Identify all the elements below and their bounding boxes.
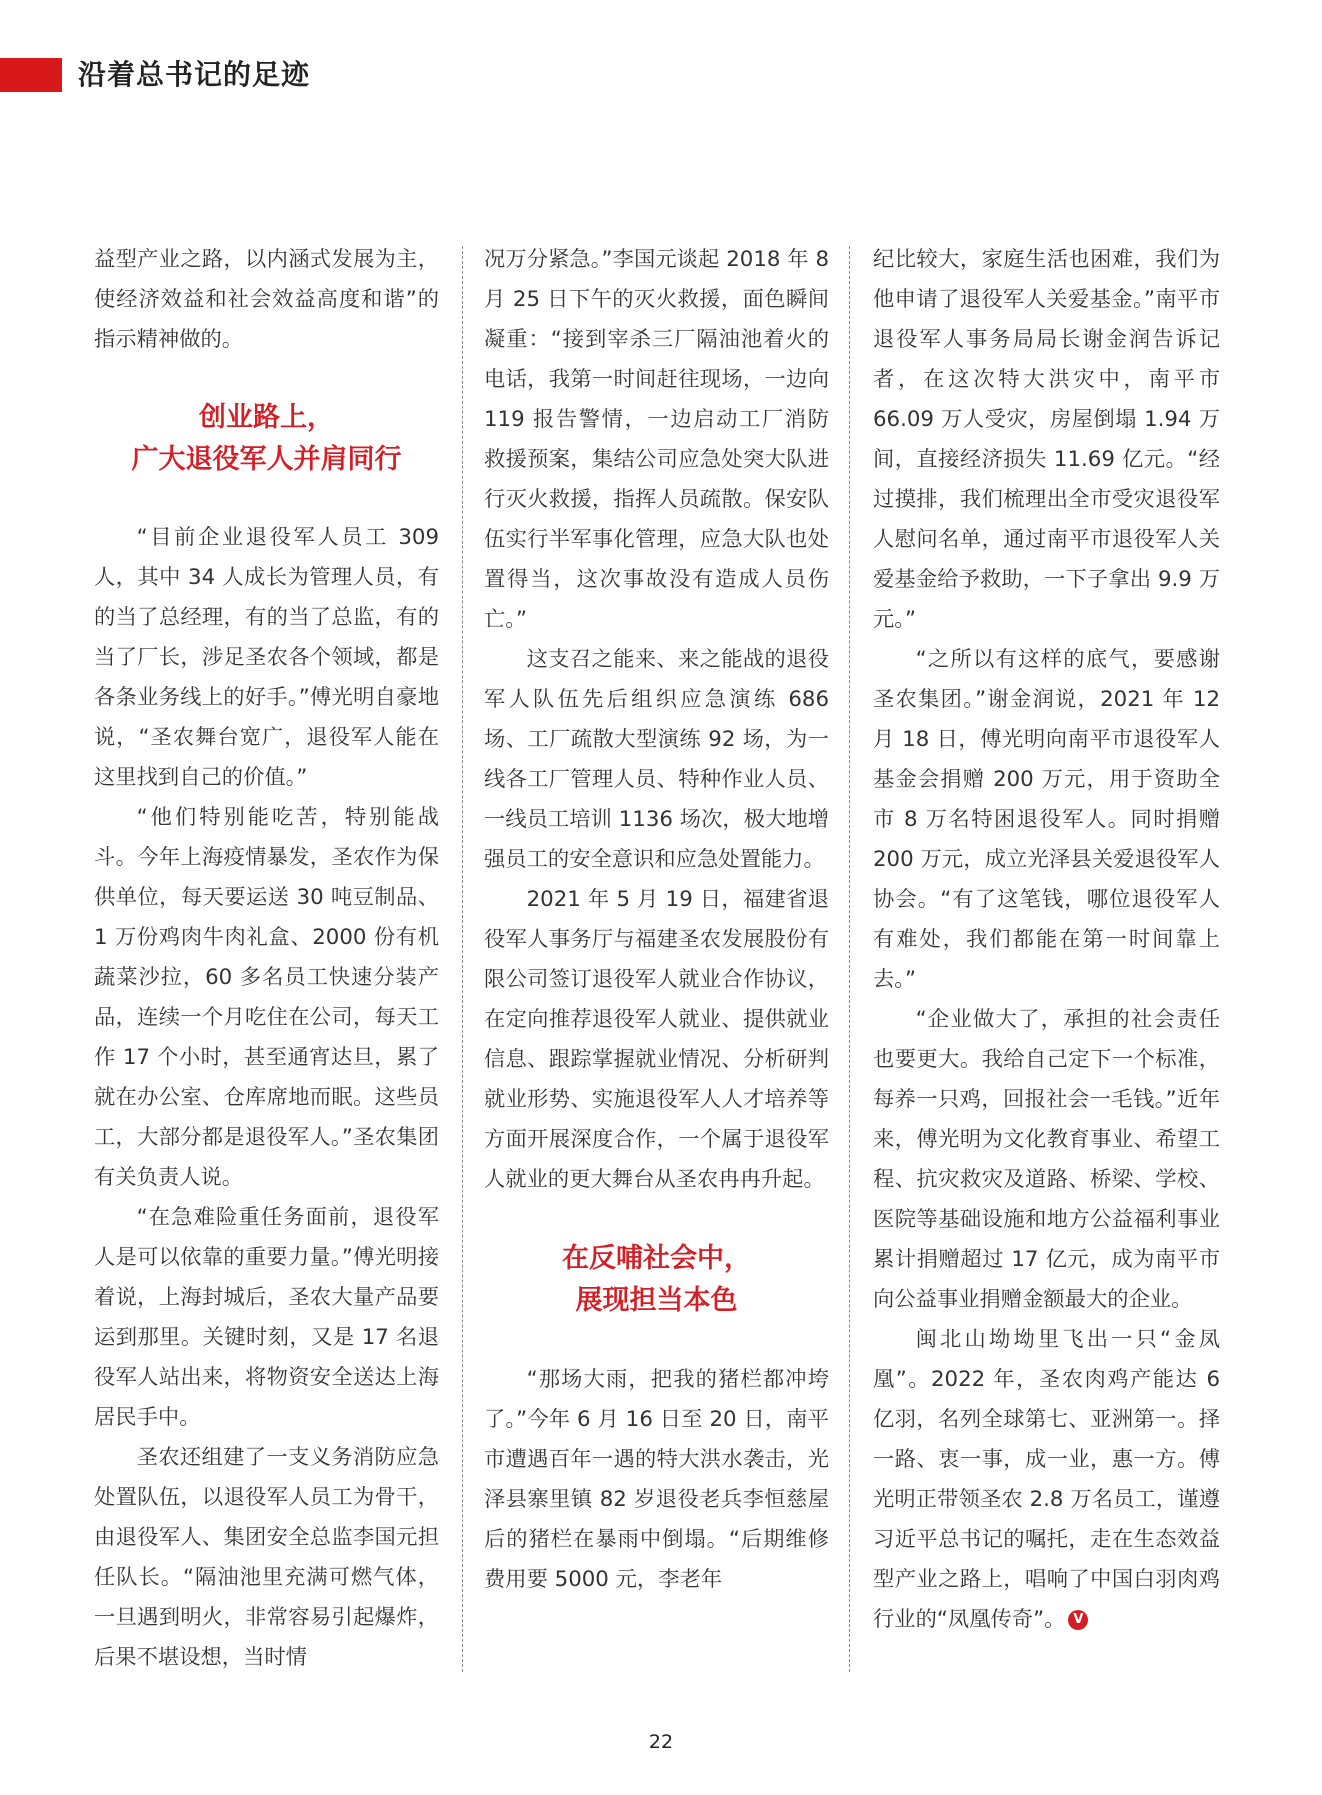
subheading-line: 展现担当本色 [575,1285,738,1316]
article-column-3 [873,240,1220,1640]
paragraph: “之所以有这样的底气，要感谢圣农集团。”谢金润说，2021 年 12 月 18 日，傅光明向南平市退役军人基金会捐赠 200 万元，用于资助全市 8 万名特困退役军人。同时捐赠 200 万元，成立光泽县关爱退役军人协会。“有了这笔钱，哪位退役军人有难处，我们都能在第一时间靠上去。” [873,647,1220,992]
paragraph: 圣农还组建了一支义务消防应急处置队伍，以退役军人员工为骨干，由退役军人、集团安全总监李国元担任队长。“隔油池里充满可燃气体，一旦遇到明火，非常容易引起爆炸，后果不堪设想，当时情 [94,1445,439,1670]
subheading-line: 在反哺社会中， [562,1243,751,1274]
page-number: 22 [648,1731,674,1753]
paragraph: “企业做大了，承担的社会责任也要更大。我给自己定下一个标准，每养一只鸡，回报社会一毛钱。”近年来，傅光明为文化教育事业、希望工程、抗灾救灾及道路、桥梁、学校、医院等基础设施和地方公益福利事业累计捐赠超过 17 亿元，成为南平市向公益事业捐赠金额最大的企业。 [873,1007,1220,1312]
paragraph: “在急难险重任务面前，退役军人是可以依靠的重要力量。”傅光明接着说，上海封城后，圣农大量产品要运到那里。关键时刻，又是 17 名退役军人站出来，将物资安全送达上海居民手中。 [94,1205,439,1430]
article-column-2 [484,240,829,1600]
subheading-line: 广大退役军人并肩同行 [131,444,402,475]
subheading [484,1238,829,1322]
paragraph: 况万分紧急。”李国元谈起 2018 年 8 月 25 日下午的灭火救援，面色瞬间凝重：“接到宰杀三厂隔油池着火的电话，我第一时间赶往现场，一边向 119 报告警情，一边启动工厂消防救援预案，集结公司应急处突大队进行灭火救援，指挥人员疏散。保安队伍实行半军事化管理，应急大队也处置得当，这次事故没有造成人员伤亡。” [484,247,829,632]
paragraph: 这支召之能来、来之能战的退役军人队伍先后组织应急演练 686 场、工厂疏散大型演练 92 场，为一线各工厂管理人员、特种作业人员、一线员工培训 1136 场次，极大地增强员工的安全意识和应急处置能力。 [484,647,829,872]
paragraph: 2021 年 5 月 19 日，福建省退役军人事务厅与福建圣农发展股份有限公司签订退役军人就业合作协议，在定向推荐退役军人就业、提供就业信息、跟踪掌握就业情况、分析研判就业形势、实施退役军人人才培养等方面开展深度合作，一个属于退役军人就业的更大舞台从圣农冉冉升起。 [484,887,829,1192]
column-divider [462,246,463,1672]
paragraph: 纪比较大，家庭生活也困难，我们为他申请了退役军人关爱基金。”南平市退役军人事务局局长谢金润告诉记者，在这次特大洪灾中，南平市 66.09 万人受灾，房屋倒塌 1.94 万间，直接经济损失 11.69 亿元。“经过摸排，我们梳理出全市受灾退役军人慰问名单，通过南平市退役军人关爱基金给予救助，一下子拿出 9.9 万元。” [873,247,1220,632]
column-divider [849,246,850,1672]
paragraph: “目前企业退役军人员工 309 人，其中 34 人成长为管理人员，有的当了总经理，有的当了总监，有的当了厂长，涉足圣农各个领域，都是各条业务线上的好手。”傅光明自豪地说，“圣农舞台宽广，退役军人能在这里找到自己的价值。” [94,525,439,790]
paragraph: “那场大雨，把我的猪栏都冲垮了。”今年 6 月 16 日至 20 日，南平市遭遇百年一遇的特大洪水袭击，光泽县寨里镇 82 岁退役老兵李恒慈屋后的猪栏在暴雨中倒塌。“后期维修费用要 5000 元，李老年 [484,1367,829,1592]
subheading [94,397,439,481]
subheading-line: 创业路上， [199,402,334,433]
paragraph: “他们特别能吃苦，特别能战斗。今年上海疫情暴发，圣农作为保供单位，每天要运送 30 吨豆制品、1 万份鸡肉牛肉礼盒、2000 份有机蔬菜沙拉，60 多名员工快速分装产品，连续一个月吃住在公司，每天工作 17 个小时，甚至通宵达旦，累了就在办公室、仓库席地而眠。这些员工，大部分都是退役军人。”圣农集团有关负责人说。 [94,805,439,1190]
paragraph-text: 闽北山坳坳里飞出一只“金凤凰”。2022 年，圣农肉鸡产能达 6 亿羽，名列全球第七、亚洲第一。择一路、衷一事，成一业，惠一方。傅光明正带领圣农 2.8 万名员工，谨遵习近平总书记的嘱托，走在生态效益型产业之路上，唱响了中国白羽肉鸡行业的“凤凰传奇”。 [873,1327,1220,1632]
header-accent-bar [0,58,62,92]
paragraph: 益型产业之路，以内涵式发展为主，使经济效益和社会效益高度和谐”的指示精神做的。 [94,247,439,352]
section-title: 沿着总书记的足迹 [78,58,311,91]
article-column-1 [94,240,439,1678]
paragraph [873,1320,1220,1640]
end-mark-icon: V [1068,1610,1088,1630]
